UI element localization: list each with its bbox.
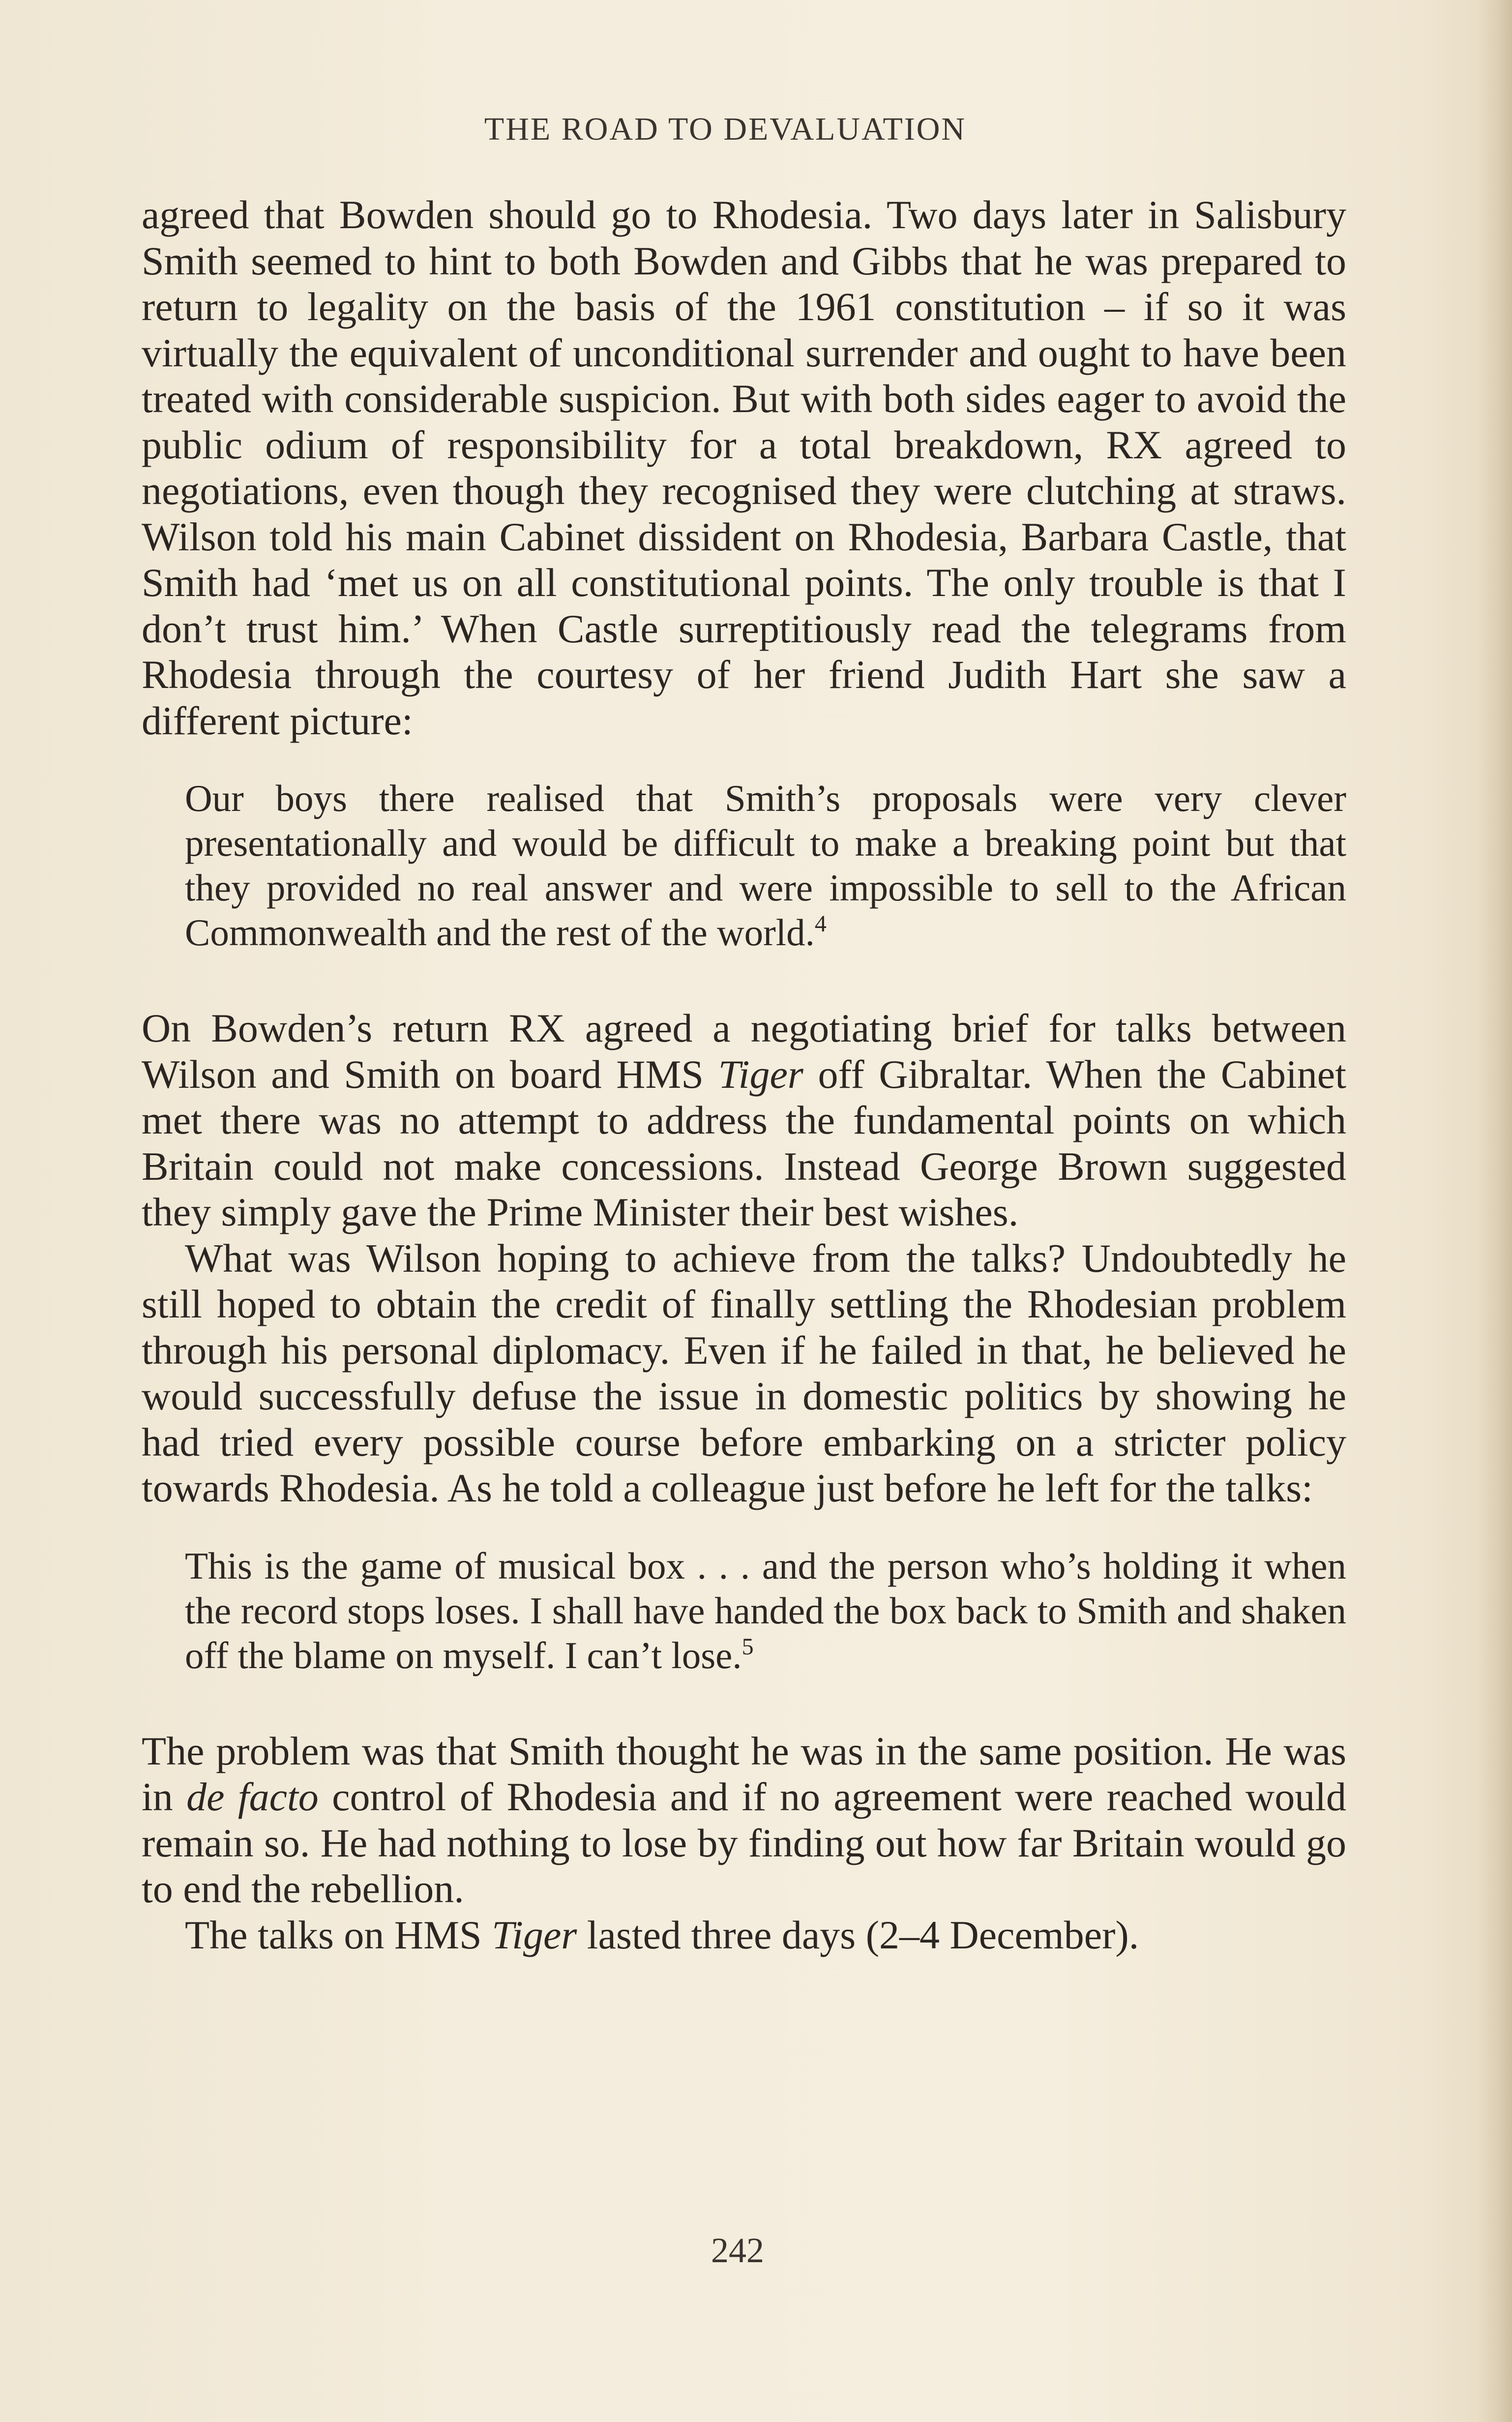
ship-name: Tiger (718, 1051, 803, 1097)
paragraph-2: On Bowden’s return RX agreed a negotiating brief for talks between Wilson and Smith on board HMS Tiger off Gibraltar. When the Cabinet met there was no attempt to address the fundamental points on which Britain could not make concessions. Instead George Brown suggested they simply gave the Prime Minister their best wishes. (142, 1006, 1346, 1234)
paragraph-5: The talks on HMS Tiger lasted three days (2–4 December). (185, 1912, 1139, 1957)
footnote-marker-4: 4 (814, 911, 827, 937)
block-quote-2-text: This is the game of musical box . . . and the person who’s holding it when the record stops loses. I shall have handed the box back to Smith and shaken off the blame on myself. I can’t lose. (185, 1544, 1346, 1676)
ship-name: Tiger (492, 1912, 577, 1957)
block-quote-1 (185, 776, 1346, 955)
spacer (142, 955, 1346, 1005)
latin-phrase: de facto (186, 1774, 319, 1819)
paragraph-4: The problem was that Smith thought he was in the same position. He was in de facto control of Rhodesia and if no agreement were reached would remain so. He had nothing to lose by finding out how far Britain would go to end the rebellion. (142, 1728, 1346, 1911)
block-quote-2 (185, 1544, 1346, 1678)
spacer (142, 1511, 1346, 1544)
footnote-marker-5: 5 (741, 1633, 754, 1660)
page-edge-shadow (1478, 0, 1512, 2422)
running-head: THE ROAD TO DEVALUATION (484, 111, 967, 147)
paragraph-1: agreed that Bowden should go to Rhodesia. Two days later in Salisbury Smith seemed to hint to both Bowden and Gibbs that he was prepared to return to legality on the basis of the 1961 constitution – if so it was virtually the equivalent of unconditional surrender and ought to have been treated with considerable suspicion. But with both sides eager to avoid the public odium of responsibility for a total breakdown, RX agreed to negotiations, even though they recognised they were clutching at straws. Wilson told his main Cabinet dissident on Rhodesia, Barbara Castle, that Smith had ‘met us on all constitutional points. The only trouble is that I don’t trust him.’ When Castle surreptitiously read the telegrams from Rhodesia through the courtesy of her friend Judith Hart she saw a different picture: (142, 192, 1346, 743)
page-number: 242 (711, 2231, 764, 2270)
block-quote-1-text: Our boys there realised that Smith’s proposals were very clever presentationally and would be difficult to make a breaking point but that they provided no real answer and were impossible to sell to the African Commonwealth and the rest of the world. (185, 777, 1346, 954)
spacer (142, 1678, 1346, 1728)
text-block (142, 192, 1346, 1958)
spacer (142, 744, 1346, 776)
paragraph-3: What was Wilson hoping to achieve from the talks? Undoubtedly he still hoped to obtain the credit of finally settling the Rhodesian problem through his personal diplomacy. Even if he failed in that, he believed he would successfully defuse the issue in domestic politics by showing he had tried every possible course before embarking on a stricter policy towards Rhodesia. As he told a colleague just before he left for the talks: (142, 1235, 1346, 1510)
